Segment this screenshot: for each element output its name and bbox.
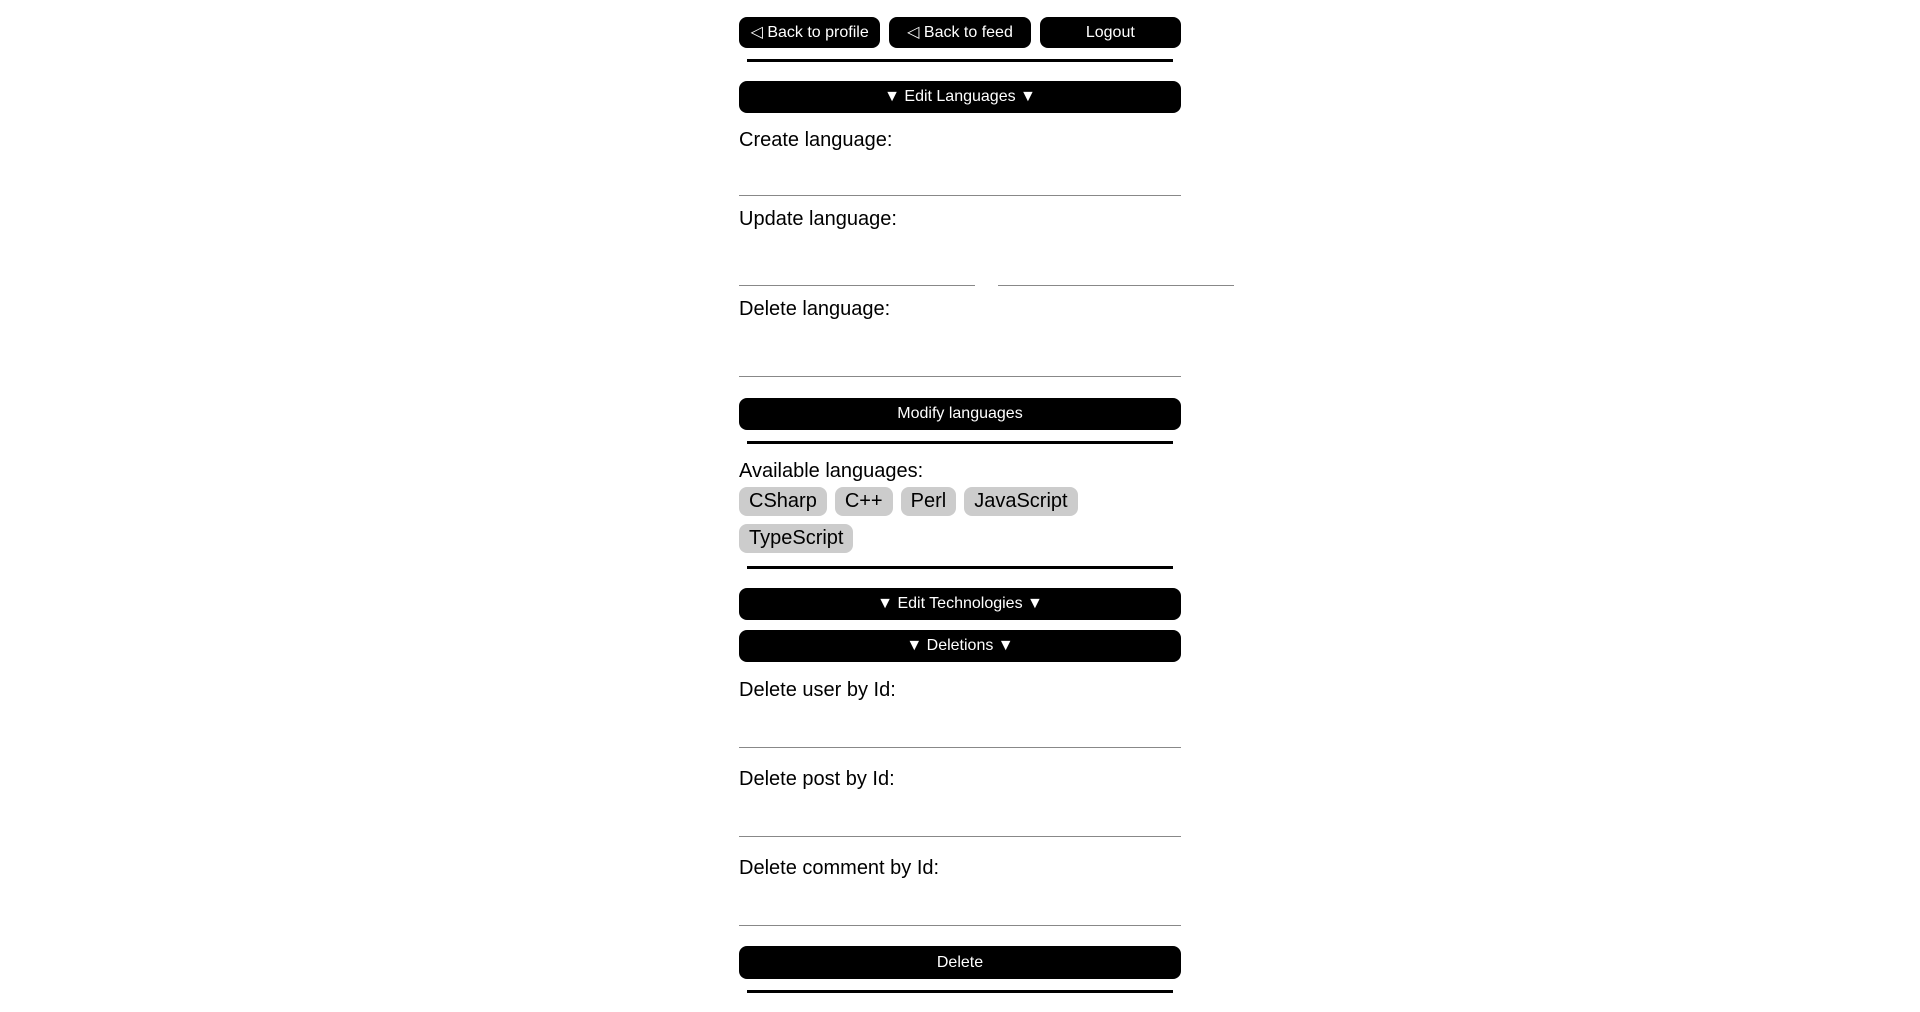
delete-post-label: Delete post by Id: [739,768,895,790]
create-language-input[interactable] [739,166,1181,196]
back-to-feed-button[interactable]: ◁ Back to feed [889,17,1030,48]
divider [747,441,1173,444]
divider [747,59,1173,62]
update-language-right-input[interactable] [998,256,1234,286]
top-nav-row [739,17,1181,48]
language-chip: JavaScript [964,487,1077,516]
update-language-label: Update language: [739,208,897,230]
edit-languages-toggle[interactable]: ▼ Edit Languages ▼ [739,81,1181,113]
language-chip: Perl [901,487,957,516]
update-language-left-input[interactable] [739,256,975,286]
back-to-profile-button[interactable]: ◁ Back to profile [739,17,880,48]
delete-comment-id-input[interactable] [739,896,1181,926]
language-chip: TypeScript [739,524,853,553]
delete-button[interactable]: Delete [739,946,1181,979]
language-chip: CSharp [739,487,827,516]
divider [747,566,1173,569]
delete-user-id-input[interactable] [739,718,1181,748]
edit-technologies-toggle[interactable]: ▼ Edit Technologies ▼ [739,588,1181,620]
delete-user-label: Delete user by Id: [739,679,896,701]
divider [747,990,1173,993]
update-language-inputs [739,256,1181,286]
available-languages-list [739,487,1181,553]
language-chip: C++ [835,487,893,516]
delete-post-id-input[interactable] [739,807,1181,837]
delete-language-label: Delete language: [739,298,891,320]
available-languages-label: Available languages: [739,460,924,482]
create-language-label: Create language: [739,129,893,151]
deletions-toggle[interactable]: ▼ Deletions ▼ [739,630,1181,662]
admin-panel [739,0,1181,993]
logout-button[interactable]: Logout [1040,17,1181,48]
delete-comment-label: Delete comment by Id: [739,857,940,879]
modify-languages-button[interactable]: Modify languages [739,398,1181,430]
delete-language-input[interactable] [739,347,1181,377]
